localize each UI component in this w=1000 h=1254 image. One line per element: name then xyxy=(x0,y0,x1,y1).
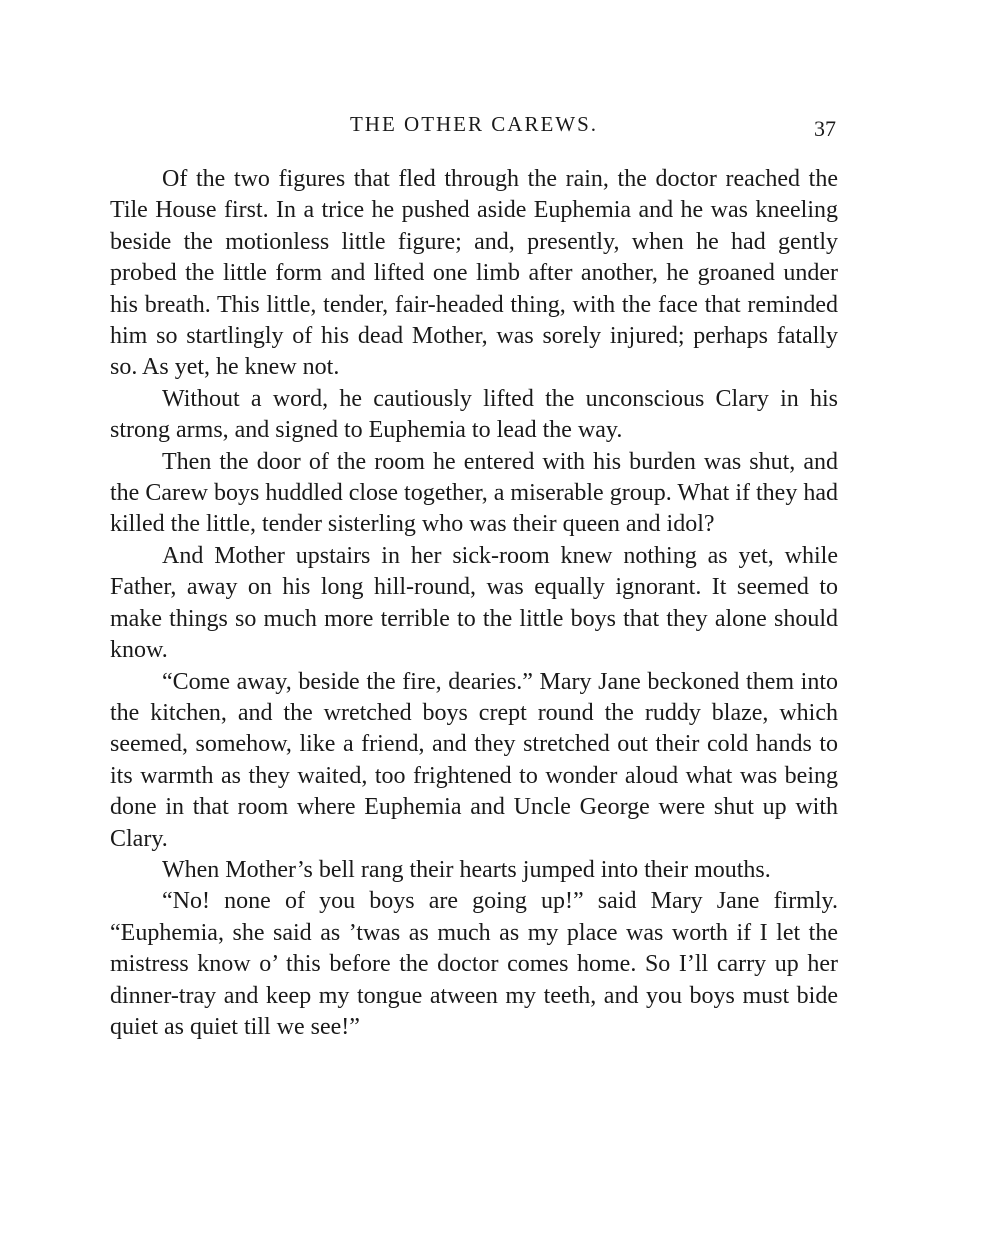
paragraph: And Mother upstairs in her sick-room knew nothing as yet, while Father, away on his long hill-round, was equally ignorant. It seemed to make things so much more terrible to the little boys that they alone should know. xyxy=(110,542,838,664)
paragraph: Of the two figures that fled through the rain, the doctor reached the Tile House first. In a trice he pushed aside Euphemia and he was kneeling beside the motionless little figure; and, presently, when he had gently probed the little form and lifted one limb after another, he groaned under his breath. This little, tender, fair-headed thing, with the face that reminded him so startlingly of his dead Mother, was sorely injured; perhaps fatally so. As yet, he knew not. xyxy=(110,166,838,381)
paragraph: Then the door of the room he entered with his burden was shut, and the Carew boys huddled close together, a miserable group. What if they had killed the little, tender sisterling who was their queen and idol? xyxy=(110,448,838,538)
page-number: 37 xyxy=(814,116,836,141)
text-body xyxy=(110,164,838,1043)
paragraph: “Come away, beside the fire, dearies.” Mary Jane beckoned them into the kitchen, and the wretched boys crept round the ruddy blaze, which seemed, somehow, like a friend, and they stretched out their cold hands to its warmth as they waited, too frightened to wonder aloud what was being done in that room where Euphemia and Uncle George were shut up with Clary. xyxy=(110,668,838,852)
paragraph: “No! none of you boys are going up!” said Mary Jane firmly. “Euphemia, she said as ’twas as much as my place was worth if I let the mistress know o’ this before the doctor comes home. So I’ll carry up her dinner-tray and keep my tongue atween my teeth, and you boys must bide quiet as quiet till we see!” xyxy=(110,888,838,1040)
running-head xyxy=(110,112,838,142)
running-title: THE OTHER CAREWS. xyxy=(349,112,599,136)
paragraph: When Mother’s bell rang their hearts jumped into their mouths. xyxy=(162,856,771,883)
paragraph: Without a word, he cautiously lifted the unconscious Clary in his strong arms, and signed to Euphemia to lead the way. xyxy=(110,385,838,444)
